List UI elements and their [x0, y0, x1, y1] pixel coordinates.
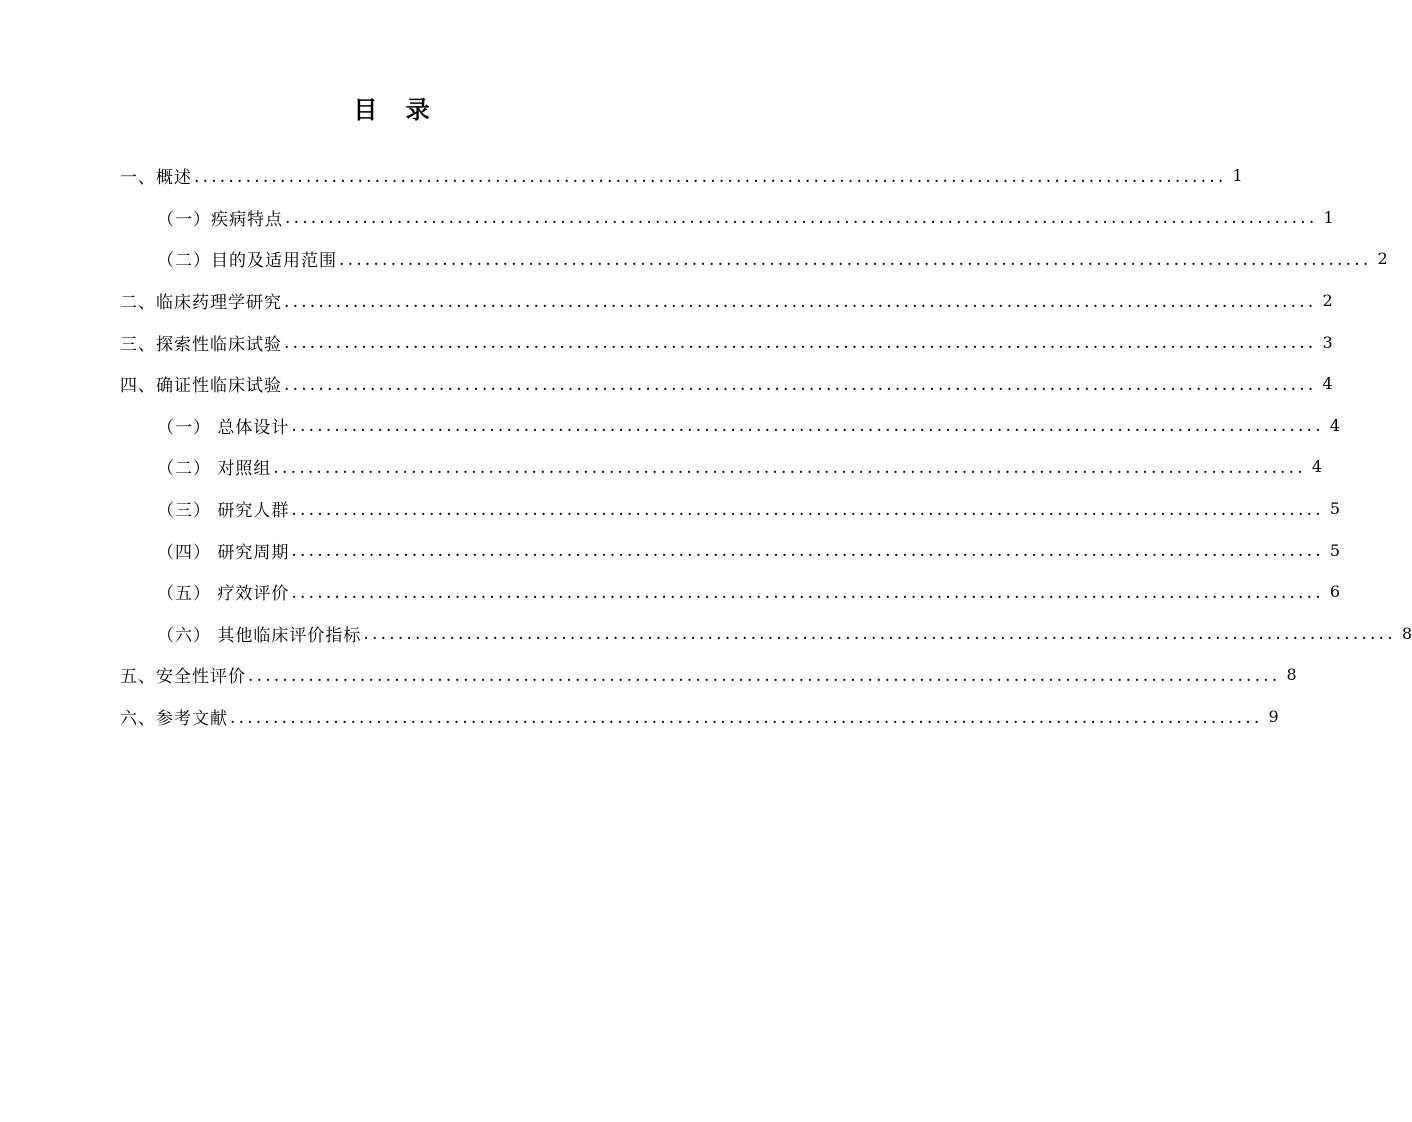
toc-entry-page-number: 4 — [1322, 374, 1333, 394]
toc-entry-title: （二）目的及适用范围 — [157, 251, 337, 272]
toc-entry-title: 三、探索性临床试验 — [120, 334, 282, 355]
toc-entry-page-number: 5 — [1329, 499, 1341, 519]
dot-leader: ........................................................................................................................ — [339, 249, 1372, 270]
toc-entry-title: 五、安全性评价 — [120, 667, 246, 688]
toc-entry-title: （四） 研究周期 — [157, 542, 290, 563]
dot-leader: ........................................................................................................................ — [248, 665, 1281, 686]
toc-entry-page-number: 4 — [1329, 415, 1341, 435]
toc-entry-page-number: 3 — [1322, 332, 1333, 352]
toc-entry-page-number: 1 — [1232, 166, 1243, 186]
toc-entry[interactable] — [120, 571, 1341, 613]
toc-entry[interactable] — [120, 488, 1341, 530]
toc-entry-page-number: 9 — [1268, 707, 1279, 727]
toc-entry[interactable] — [120, 446, 1323, 488]
toc-entry[interactable] — [120, 197, 1334, 239]
toc-entry[interactable] — [120, 613, 1412, 655]
toc-entry-title: 一、概述 — [120, 168, 192, 189]
toc-entry-title: （二） 对照组 — [157, 459, 272, 480]
dot-leader: ........................................................................................................................ — [291, 499, 1324, 520]
dot-leader: ........................................................................................................................ — [291, 416, 1324, 437]
toc-entry[interactable] — [120, 654, 1297, 696]
toc-entry-page-number: 4 — [1311, 457, 1323, 477]
toc-entry-title: 四、确证性临床试验 — [120, 376, 282, 397]
toc-entry-page-number: 8 — [1286, 665, 1297, 685]
dot-leader: ........................................................................................................................ — [230, 707, 1263, 728]
dot-leader: ........................................................................................................................ — [291, 541, 1324, 562]
dot-leader: ........................................................................................................................ — [363, 624, 1396, 645]
toc-entry-title: （一） 总体设计 — [157, 417, 290, 438]
toc-entry[interactable] — [120, 363, 1333, 405]
toc-entry-title: （六） 其他临床评价指标 — [157, 625, 362, 646]
toc-entry-title: 二、临床药理学研究 — [120, 293, 282, 314]
table-of-contents — [120, 155, 1412, 737]
toc-entry-page-number: 5 — [1329, 540, 1341, 560]
toc-entry[interactable] — [120, 696, 1279, 738]
toc-entry-page-number: 1 — [1323, 207, 1334, 227]
dot-leader: ........................................................................................................................ — [273, 457, 1306, 478]
dot-leader: ........................................................................................................................ — [284, 374, 1317, 395]
dot-leader: ........................................................................................................................ — [284, 291, 1317, 312]
toc-entry-title: （五） 疗效评价 — [157, 584, 290, 605]
toc-entry-page-number: 8 — [1401, 623, 1412, 643]
dot-leader: ........................................................................................................................ — [284, 333, 1317, 354]
toc-entry[interactable] — [120, 155, 1243, 197]
dot-leader: ........................................................................................................................ — [194, 166, 1227, 187]
toc-entry-title: （一）疾病特点 — [157, 209, 283, 230]
toc-entry-page-number: 6 — [1329, 582, 1341, 602]
toc-entry[interactable] — [120, 238, 1388, 280]
toc-entry-page-number: 2 — [1377, 249, 1388, 269]
toc-entry-title: （三） 研究人群 — [157, 501, 290, 522]
dot-leader: ........................................................................................................................ — [285, 208, 1318, 229]
toc-entry-page-number: 2 — [1322, 291, 1333, 311]
toc-entry-title: 六、参考文献 — [120, 709, 228, 730]
toc-entry[interactable] — [120, 529, 1341, 571]
toc-entry[interactable] — [120, 405, 1341, 447]
toc-entry[interactable] — [120, 321, 1333, 363]
toc-title: 目 录 — [353, 95, 440, 124]
dot-leader: ........................................................................................................................ — [291, 582, 1324, 603]
toc-entry[interactable] — [120, 280, 1333, 322]
